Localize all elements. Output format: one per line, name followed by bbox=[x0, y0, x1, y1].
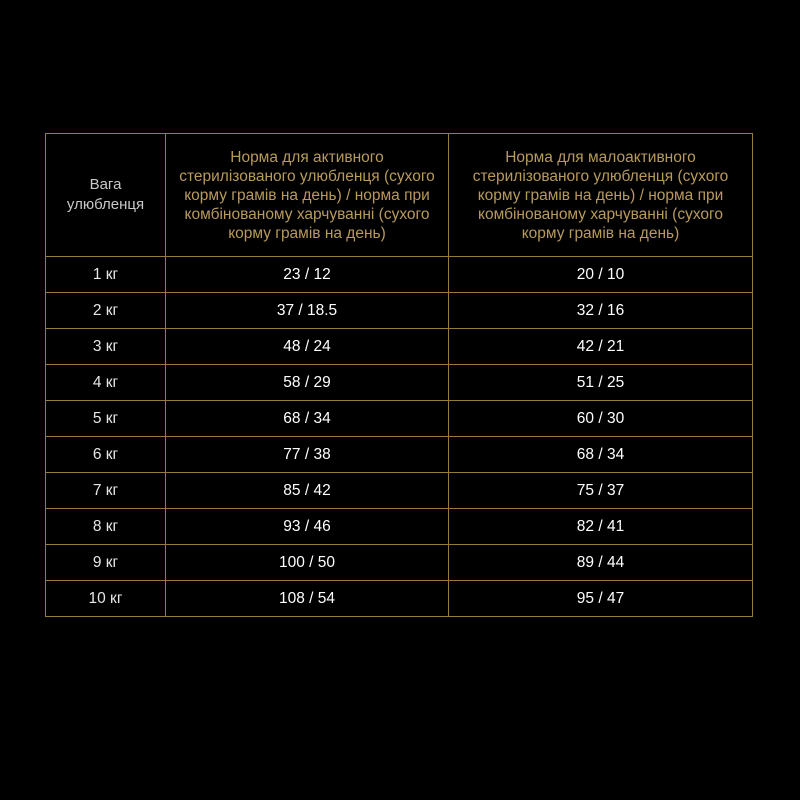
cell-low-active: 32 / 16 bbox=[449, 293, 753, 329]
cell-active: 37 / 18.5 bbox=[166, 293, 449, 329]
table-header-row bbox=[46, 134, 753, 257]
cell-weight: 7 кг bbox=[46, 473, 166, 509]
cell-active: 48 / 24 bbox=[166, 329, 449, 365]
cell-weight: 9 кг bbox=[46, 545, 166, 581]
cell-active: 85 / 42 bbox=[166, 473, 449, 509]
table-row bbox=[46, 581, 753, 617]
table-row bbox=[46, 401, 753, 437]
feeding-table-container bbox=[45, 133, 752, 617]
header-weight: Вага улюбленця bbox=[46, 134, 166, 257]
cell-weight: 10 кг bbox=[46, 581, 166, 617]
table-row bbox=[46, 473, 753, 509]
cell-low-active: 82 / 41 bbox=[449, 509, 753, 545]
table-row bbox=[46, 437, 753, 473]
table-row bbox=[46, 293, 753, 329]
cell-low-active: 51 / 25 bbox=[449, 365, 753, 401]
cell-active: 100 / 50 bbox=[166, 545, 449, 581]
cell-low-active: 68 / 34 bbox=[449, 437, 753, 473]
table-row bbox=[46, 365, 753, 401]
cell-weight: 3 кг bbox=[46, 329, 166, 365]
cell-low-active: 20 / 10 bbox=[449, 257, 753, 293]
cell-weight: 5 кг bbox=[46, 401, 166, 437]
table-row bbox=[46, 329, 753, 365]
cell-weight: 4 кг bbox=[46, 365, 166, 401]
cell-active: 68 / 34 bbox=[166, 401, 449, 437]
cell-weight: 8 кг bbox=[46, 509, 166, 545]
header-low-active-norm: Норма для малоактивного стерилізованого улюбленця (сухого корму грамів на день) / норма при комбінованому харчуванні (сухого корму грамів на день) bbox=[449, 134, 753, 257]
table-row bbox=[46, 257, 753, 293]
table-row bbox=[46, 509, 753, 545]
header-active-norm: Норма для активного стерилізованого улюбленця (сухого корму грамів на день) / норма при комбінованому харчуванні (сухого корму грамів на день) bbox=[166, 134, 449, 257]
table-row bbox=[46, 545, 753, 581]
cell-active: 108 / 54 bbox=[166, 581, 449, 617]
cell-low-active: 60 / 30 bbox=[449, 401, 753, 437]
cell-low-active: 42 / 21 bbox=[449, 329, 753, 365]
cell-active: 23 / 12 bbox=[166, 257, 449, 293]
cell-active: 77 / 38 bbox=[166, 437, 449, 473]
cell-low-active: 75 / 37 bbox=[449, 473, 753, 509]
cell-weight: 1 кг bbox=[46, 257, 166, 293]
cell-active: 58 / 29 bbox=[166, 365, 449, 401]
cell-weight: 2 кг bbox=[46, 293, 166, 329]
cell-low-active: 89 / 44 bbox=[449, 545, 753, 581]
feeding-table bbox=[45, 133, 753, 617]
cell-active: 93 / 46 bbox=[166, 509, 449, 545]
cell-weight: 6 кг bbox=[46, 437, 166, 473]
cell-low-active: 95 / 47 bbox=[449, 581, 753, 617]
